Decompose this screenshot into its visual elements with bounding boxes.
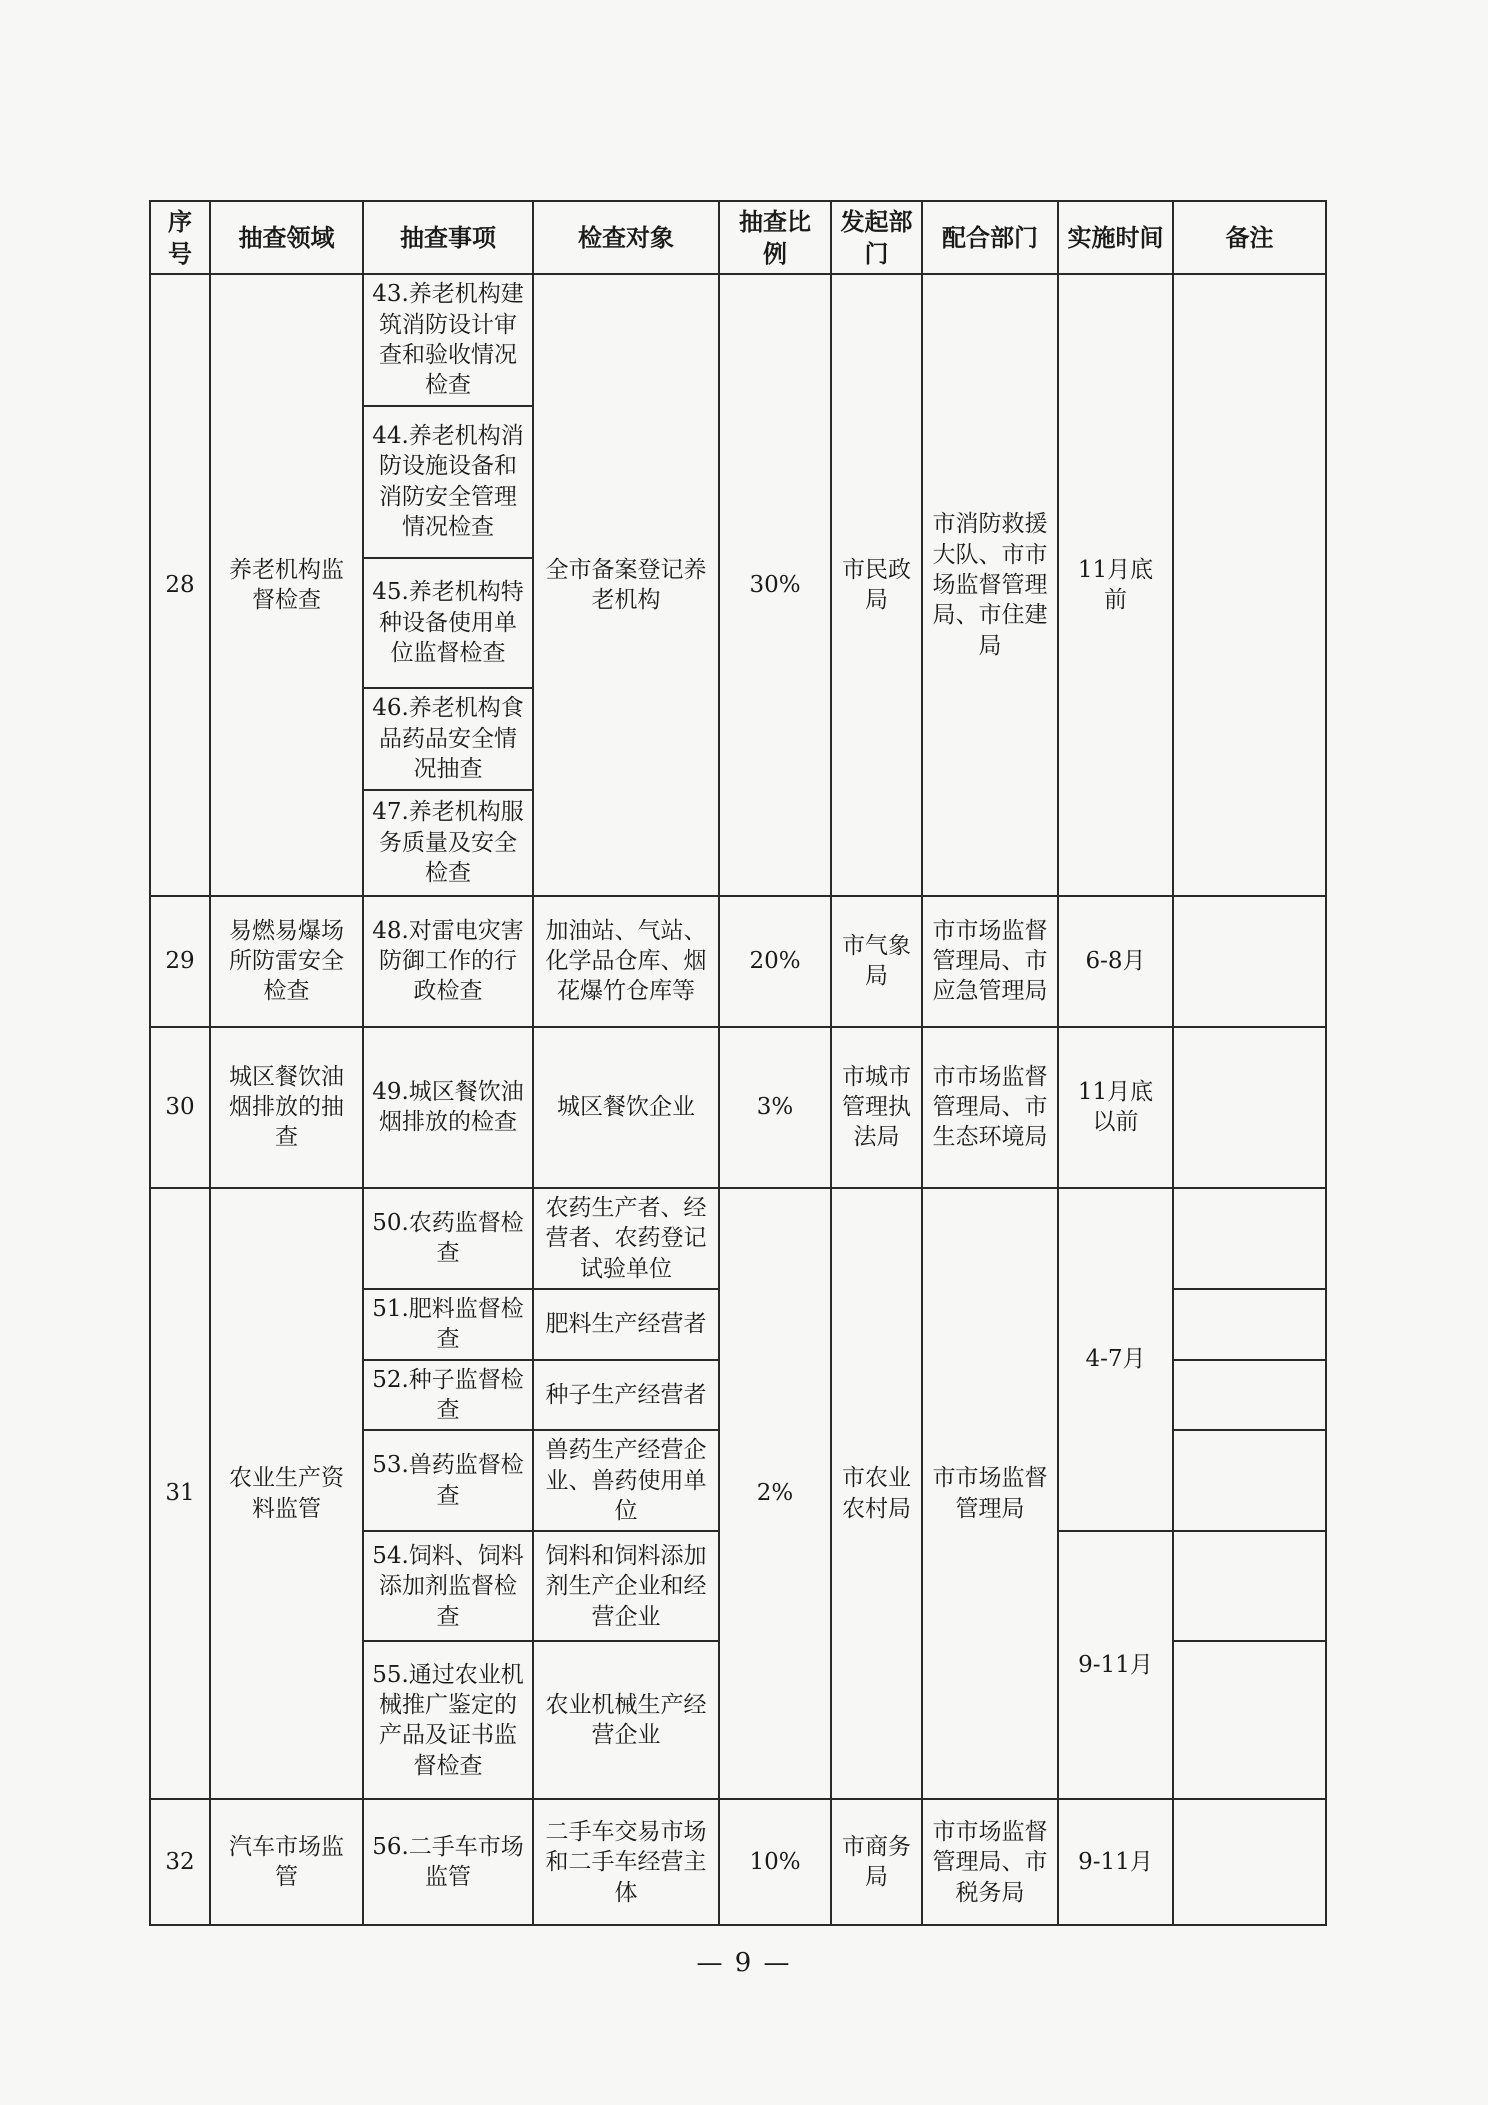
- header-time: 实施时间: [1058, 201, 1173, 274]
- row-seq: 31: [150, 1188, 210, 1800]
- row-item: 46.养老机构食品药品安全情况抽查: [363, 688, 533, 790]
- row-field: 汽车市场监管: [210, 1799, 363, 1925]
- row-time: 4-7月: [1058, 1188, 1173, 1532]
- row-target: 饲料和饲料添加剂生产企业和经营企业: [533, 1531, 719, 1641]
- row-item: 50.农药监督检查: [363, 1188, 533, 1289]
- header-coop: 配合部门: [922, 201, 1058, 274]
- row-note: [1173, 1360, 1326, 1431]
- header-ratio: 抽查比例: [719, 201, 831, 274]
- row-target: 肥料生产经营者: [533, 1289, 719, 1360]
- table-header-row: [150, 201, 1326, 274]
- row-target: 城区餐饮企业: [533, 1027, 719, 1188]
- row-initiator: 市气象局: [831, 896, 922, 1027]
- header-initiator: 发起部门: [831, 201, 922, 274]
- row-note: [1173, 1531, 1326, 1641]
- row-field: 农业生产资料监管: [210, 1188, 363, 1800]
- row-time: 9-11月: [1058, 1799, 1173, 1925]
- page-number: — 9 —: [696, 1948, 792, 1978]
- row-seq: 29: [150, 896, 210, 1027]
- row-coop: 市消防救援大队、市市场监督管理局、市住建局: [922, 274, 1058, 895]
- row-time: 11月底以前: [1058, 1027, 1173, 1188]
- header-item: 抽查事项: [363, 201, 533, 274]
- row-note: [1173, 1799, 1326, 1925]
- row-item: 43.养老机构建筑消防设计审查和验收情况检查: [363, 274, 533, 405]
- row-seq: 32: [150, 1799, 210, 1925]
- row-target: 农业机械生产经营企业: [533, 1641, 719, 1799]
- row-field: 城区餐饮油烟排放的抽查: [210, 1027, 363, 1188]
- table-row: [150, 1027, 1326, 1188]
- row-item: 51.肥料监督检查: [363, 1289, 533, 1360]
- row-coop: 市市场监督管理局、市生态环境局: [922, 1027, 1058, 1188]
- table-row: [150, 1188, 1326, 1289]
- row-target: 二手车交易市场和二手车经营主体: [533, 1799, 719, 1925]
- header-target: 检查对象: [533, 201, 719, 274]
- table-row: [150, 274, 1326, 405]
- row-field: 养老机构监督检查: [210, 274, 363, 895]
- row-coop: 市市场监督管理局、市税务局: [922, 1799, 1058, 1925]
- row-initiator: 市民政局: [831, 274, 922, 895]
- row-item: 47.养老机构服务质量及安全检查: [363, 790, 533, 896]
- row-target: 全市备案登记养老机构: [533, 274, 719, 895]
- row-ratio: 30%: [719, 274, 831, 895]
- header-note: 备注: [1173, 201, 1326, 274]
- row-item: 45.养老机构特种设备使用单位监督检查: [363, 558, 533, 688]
- row-item: 54.饲料、饲料添加剂监督检查: [363, 1531, 533, 1641]
- row-note: [1173, 1289, 1326, 1360]
- header-seq: 序号: [150, 201, 210, 274]
- row-note: [1173, 1430, 1326, 1531]
- row-initiator: 市商务局: [831, 1799, 922, 1925]
- row-coop: 市市场监督管理局、市应急管理局: [922, 896, 1058, 1027]
- row-ratio: 2%: [719, 1188, 831, 1800]
- row-time: 9-11月: [1058, 1531, 1173, 1799]
- row-coop: 市市场监督管理局: [922, 1188, 1058, 1800]
- row-item: 55.通过农业机械推广鉴定的产品及证书监督检查: [363, 1641, 533, 1799]
- row-note: [1173, 274, 1326, 895]
- row-note: [1173, 1641, 1326, 1799]
- row-initiator: 市农业农村局: [831, 1188, 922, 1800]
- row-field: 易燃易爆场所防雷安全检查: [210, 896, 363, 1027]
- row-ratio: 3%: [719, 1027, 831, 1188]
- row-item: 48.对雷电灾害防御工作的行政检查: [363, 896, 533, 1027]
- row-target: 农药生产者、经营者、农药登记试验单位: [533, 1188, 719, 1289]
- row-ratio: 20%: [719, 896, 831, 1027]
- table-row: [150, 1799, 1326, 1925]
- row-initiator: 市城市管理执法局: [831, 1027, 922, 1188]
- row-seq: 28: [150, 274, 210, 895]
- row-time: 6-8月: [1058, 896, 1173, 1027]
- row-ratio: 10%: [719, 1799, 831, 1925]
- table-row: [150, 896, 1326, 1027]
- row-item: 49.城区餐饮油烟排放的检查: [363, 1027, 533, 1188]
- row-item: 52.种子监督检查: [363, 1360, 533, 1431]
- inspection-table: [149, 200, 1327, 1926]
- row-target: 加油站、气站、化学品仓库、烟花爆竹仓库等: [533, 896, 719, 1027]
- row-target: 种子生产经营者: [533, 1360, 719, 1431]
- row-item: 56.二手车市场监管: [363, 1799, 533, 1925]
- row-target: 兽药生产经营企业、兽药使用单位: [533, 1430, 719, 1531]
- row-item: 44.养老机构消防设施设备和消防安全管理情况检查: [363, 406, 533, 558]
- row-time: 11月底前: [1058, 274, 1173, 895]
- row-item: 53.兽药监督检查: [363, 1430, 533, 1531]
- row-note: [1173, 896, 1326, 1027]
- row-seq: 30: [150, 1027, 210, 1188]
- header-field: 抽查领域: [210, 201, 363, 274]
- row-note: [1173, 1027, 1326, 1188]
- row-note: [1173, 1188, 1326, 1289]
